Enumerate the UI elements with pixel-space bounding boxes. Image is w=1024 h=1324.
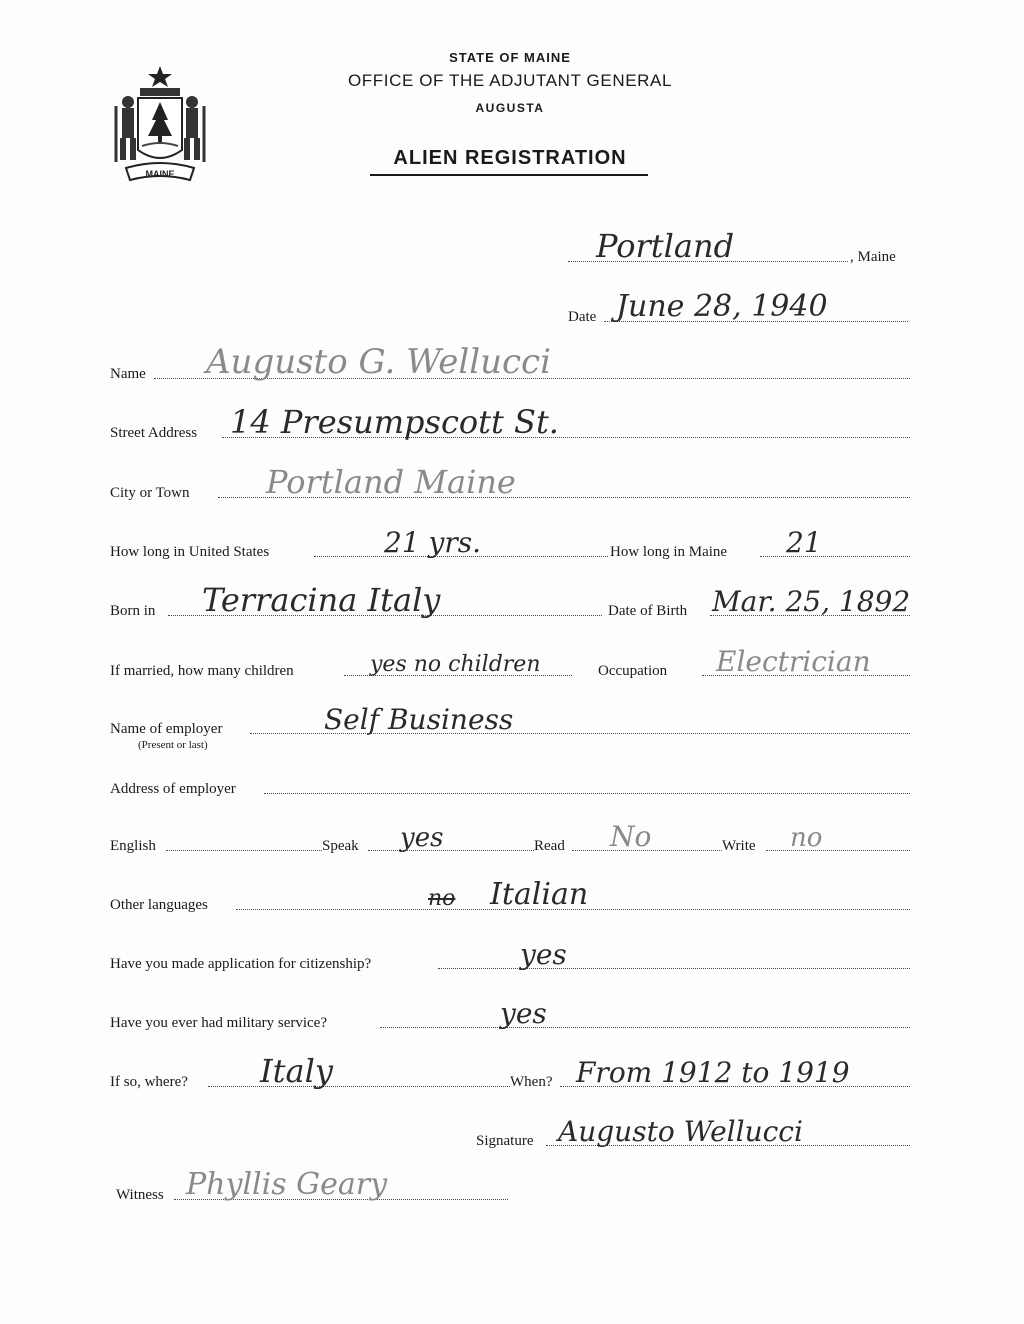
row-street xyxy=(110,404,910,444)
read-label: Read xyxy=(534,838,565,854)
other-languages-label: Other languages xyxy=(110,897,208,913)
header-office: OFFICE OF THE ADJUTANT GENERAL xyxy=(347,71,673,90)
write-value[interactable]: no xyxy=(790,823,823,853)
citizenship-label: Have you made application for citizenship? xyxy=(110,956,372,972)
row-name xyxy=(110,342,910,385)
english-line xyxy=(166,850,322,851)
witness-label: Witness xyxy=(116,1187,164,1203)
form-title: ALIEN REGISTRATION xyxy=(393,147,627,169)
speak-line xyxy=(368,850,534,851)
row-born xyxy=(110,582,922,622)
place-value[interactable]: Portland xyxy=(596,227,735,265)
where-line xyxy=(208,1086,510,1087)
row-other-languages xyxy=(110,876,910,916)
row-date xyxy=(568,288,910,328)
row-citizenship xyxy=(110,935,910,975)
employer-sublabel: (Present or last) xyxy=(138,739,208,751)
citizenship-line xyxy=(438,968,910,969)
title-underline xyxy=(370,174,648,176)
where-value[interactable]: Italy xyxy=(260,1052,333,1090)
employer-value[interactable]: Self Business xyxy=(324,703,514,736)
how-long-us-value[interactable]: 21 yrs. xyxy=(384,526,482,559)
seal-label: MAINE xyxy=(145,169,175,179)
how-long-maine-line xyxy=(760,556,910,557)
write-line xyxy=(766,850,910,851)
row-where xyxy=(110,1053,910,1093)
header-state: STATE OF MAINE xyxy=(449,50,571,65)
employer-address-label: Address of employer xyxy=(110,781,236,797)
city-label: City or Town xyxy=(110,485,190,501)
name-value[interactable]: Augusto G. Wellucci xyxy=(206,342,551,382)
witness-value[interactable]: Phyllis Geary xyxy=(186,1167,388,1202)
military-value[interactable]: yes xyxy=(500,997,547,1030)
date-value[interactable]: June 28, 1940 xyxy=(616,289,828,324)
date-label: Date xyxy=(568,309,597,325)
row-place xyxy=(568,228,908,268)
how-long-maine-value[interactable]: 21 xyxy=(786,526,822,559)
military-line xyxy=(380,1027,910,1028)
when-label: When? xyxy=(510,1074,553,1090)
row-english xyxy=(110,817,910,857)
employer-label: Name of employer xyxy=(110,721,223,737)
born-label: Born in xyxy=(110,603,156,619)
married-label: If married, how many children xyxy=(110,663,294,679)
how-long-maine-label: How long in Maine xyxy=(610,544,728,560)
other-languages-value[interactable]: Italian xyxy=(490,877,589,912)
english-label: English xyxy=(110,838,156,854)
employer-address-line xyxy=(264,793,910,794)
military-label: Have you ever had military service? xyxy=(110,1015,327,1031)
where-label: If so, where? xyxy=(110,1074,188,1090)
dob-value[interactable]: Mar. 25, 1892 xyxy=(712,585,911,618)
row-how-long xyxy=(110,523,910,563)
speak-label: Speak xyxy=(322,838,359,854)
dob-label: Date of Birth xyxy=(608,603,688,619)
how-long-us-label: How long in United States xyxy=(110,544,270,560)
row-witness xyxy=(116,1166,508,1206)
city-value[interactable]: Portland Maine xyxy=(266,463,516,501)
street-value[interactable]: 14 Presumpscott St. xyxy=(230,403,559,441)
row-signature xyxy=(476,1112,910,1152)
occupation-label: Occupation xyxy=(598,663,668,679)
citizenship-value[interactable]: yes xyxy=(520,938,567,971)
row-military xyxy=(110,994,910,1034)
born-value[interactable]: Terracina Italy xyxy=(202,581,441,619)
row-employer-address xyxy=(110,760,910,800)
street-label: Street Address xyxy=(110,425,198,441)
row-married xyxy=(110,642,910,682)
speak-value[interactable]: yes xyxy=(400,823,444,853)
read-value[interactable]: No xyxy=(610,820,652,853)
row-employer xyxy=(110,700,910,740)
row-city xyxy=(110,464,910,504)
signature-label: Signature xyxy=(476,1133,534,1149)
header-city: AUGUSTA xyxy=(475,101,545,115)
state-seal-icon xyxy=(106,62,214,188)
place-suffix: , Maine xyxy=(850,249,896,265)
other-languages-struck: no xyxy=(428,886,456,911)
occupation-value[interactable]: Electrician xyxy=(716,645,871,678)
signature-value[interactable]: Augusto Wellucci xyxy=(558,1115,803,1148)
married-value[interactable]: yes no children xyxy=(370,652,541,677)
name-label: Name xyxy=(110,366,146,382)
write-label: Write xyxy=(722,838,756,854)
when-value[interactable]: From 1912 to 1919 xyxy=(576,1056,850,1089)
